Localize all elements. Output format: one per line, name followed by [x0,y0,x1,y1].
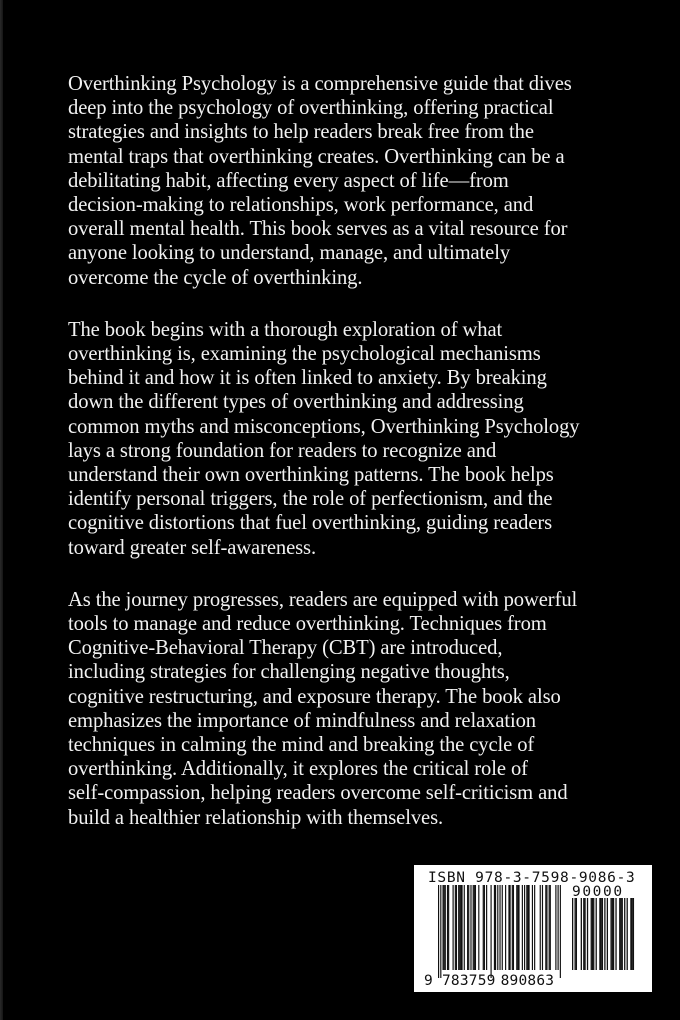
text-line: anyone looking to understand, manage, and ultimately [68,242,511,265]
text-line: Cognitive-Behavioral Therapy (CBT) are introduced, [68,637,503,660]
text-line: understand their own overthinking patterns. The book helps [68,464,554,487]
barcode-digit-first: 9 [424,973,433,989]
blurb-paragraph-3 [68,588,668,830]
text-line: overall mental health. This book serves as a vital resource for [68,218,568,241]
text-line: techniques in calming the mind and breaking the cycle of [68,734,535,757]
text-line: emphasizes the importance of mindfulness and relaxation [68,709,537,732]
text-line: mental traps that overthinking creates. Overthinking can be a [68,145,565,168]
barcode-digits-group-1: 783759 [442,973,496,989]
text-line: lays a strong foundation for readers to recognize and [68,439,497,462]
text-line: deep into the psychology of overthinking, offering practical [68,97,554,120]
text-line: strategies and insights to help readers break free from the [68,121,534,144]
text-line: As the journey progresses, readers are equipped with powerful [68,588,578,611]
text-line: toward greater self-awareness. [68,536,316,559]
text-line: Overthinking Psychology is a comprehensive guide that dives [68,73,572,95]
text-line: decision-making to relationships, work performance, and [68,194,534,217]
text-line: including strategies for challenging negative thoughts, [68,661,510,684]
text-line: identify personal triggers, the role of perfectionism, and the [68,488,553,511]
isbn-label: ISBN 978-3-7598-9086-3 [428,870,636,886]
text-line: overcome the cycle of overthinking. [68,266,363,289]
barcode-digits-group-2: 890863 [500,973,555,989]
text-line: overthinking. Additionally, it explores the critical role of [68,758,528,781]
text-line: behind it and how it is often linked to anxiety. By breaking [68,367,547,390]
addon-label: 90000 [572,884,624,900]
barcode-digits [424,973,554,989]
text-line: The book begins with a thorough exploration of what [68,318,503,341]
text-line: cognitive restructuring, and exposure therapy. The book also [68,685,561,708]
text-line: overthinking is, examining the psychological mechanisms [68,343,541,366]
spine-edge [0,0,3,1020]
isbn-barcode [414,865,652,992]
text-line: debilitating habit, affecting every aspect of life—from [68,169,509,192]
text-line: self-compassion, helping readers overcome self-criticism and [68,782,568,805]
blurb-text [68,72,668,858]
text-line: cognitive distortions that fuel overthinking, guiding readers [68,512,553,535]
blurb-paragraph-1 [68,72,668,290]
text-line: common myths and misconceptions, Overthinking Psychology [68,415,580,438]
blurb-paragraph-2 [68,318,668,560]
text-line: down the different types of overthinking and addressing [68,391,524,414]
text-line: build a healthier relationship with themselves. [68,806,444,829]
text-line: tools to manage and reduce overthinking. Techniques from [68,613,547,636]
